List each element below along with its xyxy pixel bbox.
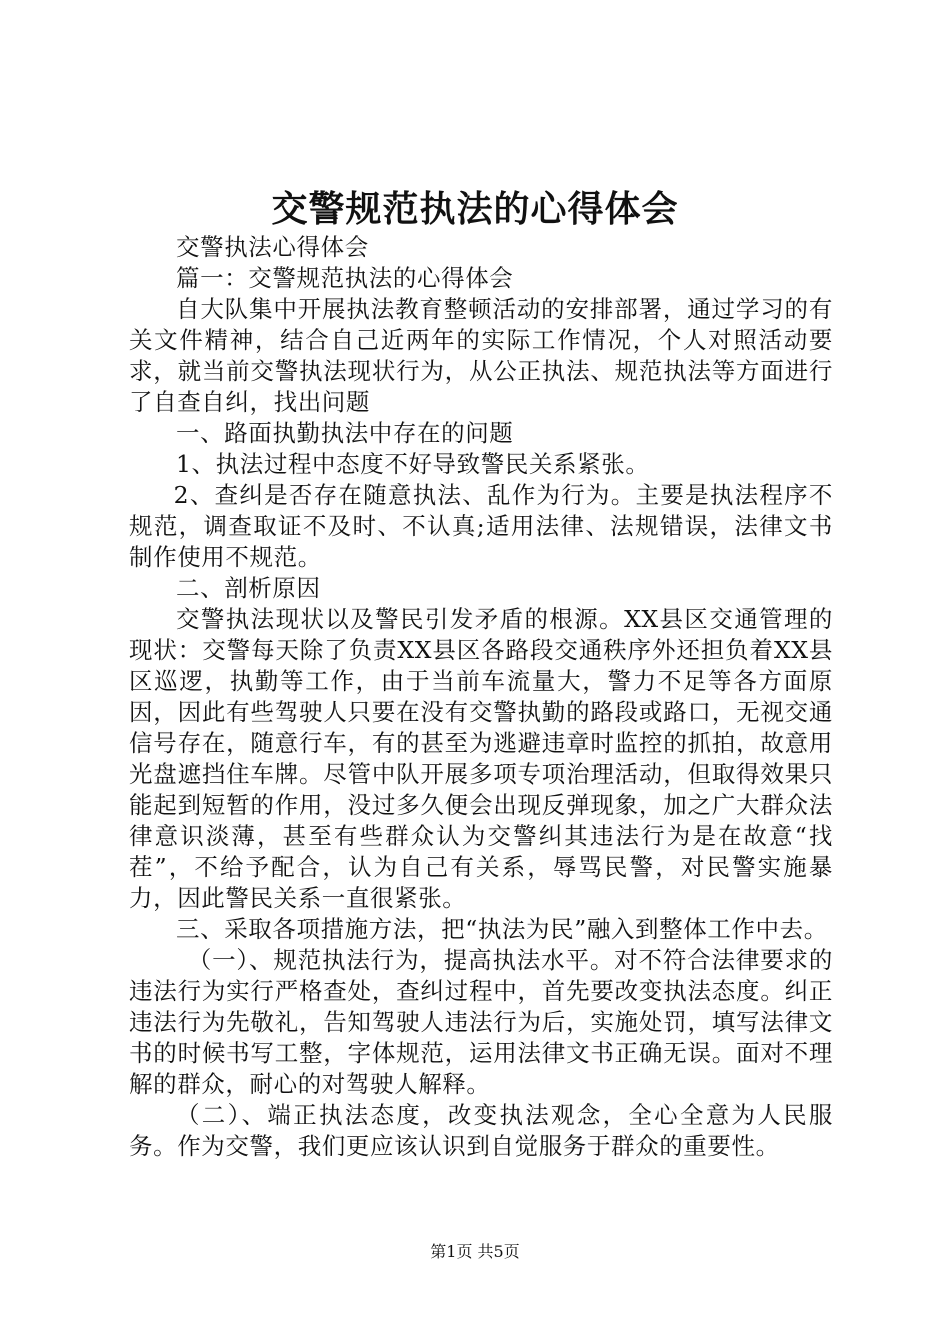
paragraph-subtitle: 交警执法心得体会 xyxy=(176,233,369,261)
paragraph-problem-2: 2、查纠是否存在随意执法、乱作为行为。主要是执法程序不规范，调查取证不及时、不认真;适用法律、法规错误，法律文书制作使用不规范。 xyxy=(129,481,833,571)
section-heading-causes: 二、剖析原因 xyxy=(176,574,321,602)
paragraph-measure-2: （二）、端正执法态度，改变执法观念，全心全意为人民服务。作为交警，我们更应该认识到自觉服务于群众的重要性。 xyxy=(129,1101,833,1160)
document-body xyxy=(129,232,833,1162)
section-heading-problems: 一、路面执勤执法中存在的问题 xyxy=(176,419,514,447)
section-heading-measures: 三、采取各项措施方法，把“执法为民”融入到整体工作中去。 xyxy=(176,915,828,943)
paragraph-problem-1: 1、执法过程中态度不好导致警民关系紧张。 xyxy=(176,450,650,478)
paragraph-chapter-heading: 篇一：交警规范执法的心得体会 xyxy=(176,264,514,292)
paragraph-causes: 交警执法现状以及警民引发矛盾的根源。XX县区交通管理的现状：交警每天除了负责XX县区各路段交通秩序外还担负着XX县区巡逻，执勤等工作，由于当前车流量大，警力不足等各方面原因，因此有些驾驶人只要在没有交警执勤的路段或路口，无视交通信号存在，随意行车，有的甚至为逃避违章时监控的抓拍，故意用光盘遮挡住车牌。尽管中队开展多项专项治理活动，但取得效果只能起到短暂的作用，没过多久便会出现反弹现象，加之广大群众法律意识淡薄，甚至有些群众认为交警纠其违法行为是在故意“找茬”，不给予配合，认为自己有关系，辱骂民警，对民警实施暴力，因此警民关系一直很紧张。 xyxy=(129,605,833,912)
paragraph-intro: 自大队集中开展执法教育整顿活动的安排部署，通过学习的有关文件精神，结合自己近两年的实际工作情况，个人对照活动要求，就当前交警执法现状行为，从公正执法、规范执法等方面进行了自查自纠，找出问题 xyxy=(129,295,833,416)
paragraph-measure-1: （一）、规范执法行为，提高执法水平。对不符合法律要求的违法行为实行严格查处，查纠过程中，首先要改变执法态度。纠正违法行为先敬礼，告知驾驶人违法行为后，实施处罚，填写法律文书的时候书写工整，字体规范，运用法律文书正确无误。面对不理解的群众，耐心的对驾驶人解释。 xyxy=(129,946,833,1098)
page-indicator: 第1页 共5页 xyxy=(430,1242,520,1261)
document-title: 交警规范执法的心得体会 xyxy=(271,188,679,230)
